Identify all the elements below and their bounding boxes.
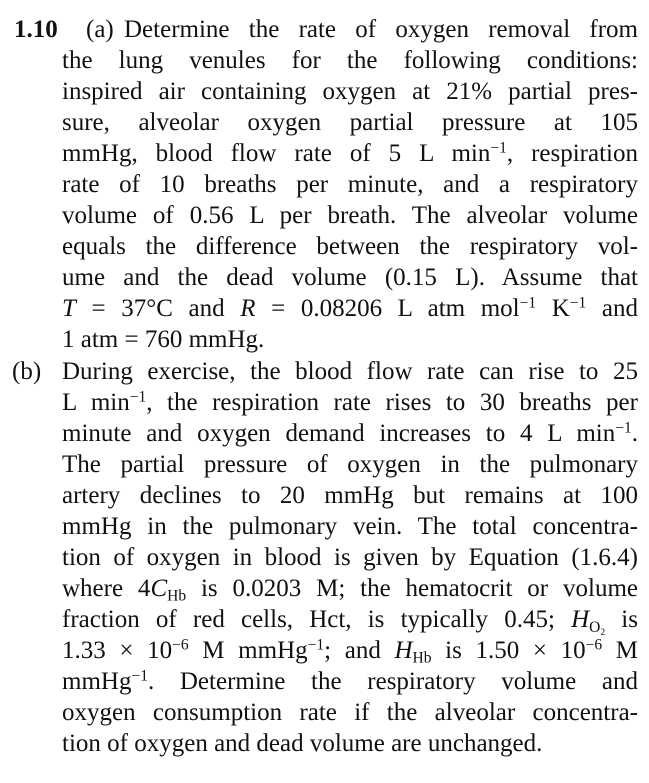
- text-line: tion of oxygen in blood is given by Equation (1.6.4): [62, 544, 638, 571]
- superscript: −1: [129, 388, 147, 406]
- text-line: [62, 293, 638, 324]
- subscript-text: O: [589, 618, 601, 636]
- text-line: artery declines to 20 mmHg but remains at 100: [62, 482, 638, 509]
- text-fragment: is 0.0203 M; the hematocrit or volume: [186, 575, 638, 602]
- text-fragment: M: [602, 637, 639, 664]
- part-b-label: (b): [12, 358, 42, 385]
- text-line: the lung venules for the following conditions:: [62, 47, 638, 74]
- text-fragment: and: [586, 295, 639, 322]
- text-fragment: mmHg: [62, 668, 132, 695]
- text-line: volume of 0.56 L per breath. The alveolar volume: [62, 202, 638, 229]
- text-fragment: fraction of red cells, Hct, is typically 0.45;: [62, 606, 572, 633]
- text-line: 1 atm = 760 mmHg.: [62, 326, 265, 353]
- variable: H: [571, 606, 590, 633]
- text-line: [62, 418, 638, 449]
- superscript: −1: [519, 294, 537, 312]
- superscript: −1: [490, 139, 507, 157]
- text-line: [62, 387, 638, 418]
- text-line: rate of 10 breaths per minute, and a respiratory: [62, 171, 638, 198]
- text-line: mmHg in the pulmonary vein. The total concentra-: [62, 513, 638, 540]
- text-fragment: minute and oxygen demand increases to 4 L min: [62, 420, 616, 447]
- text-line: sure, alveolar oxygen partial pressure at 105: [62, 109, 638, 136]
- text-fragment: = 0.08206 L atm mol: [255, 295, 520, 322]
- text-fragment: L min: [62, 389, 130, 416]
- text-line: ume and the dead volume (0.15 L). Assume that: [62, 264, 638, 291]
- variable: R: [240, 295, 256, 322]
- text-fragment: 1.33 × 10: [62, 637, 173, 664]
- text-line: inspired air containing oxygen at 21% partial pres-: [62, 78, 638, 105]
- text-fragment: is: [605, 606, 638, 633]
- text-line: [62, 635, 638, 666]
- text-fragment: where 4: [62, 575, 151, 602]
- text-line: tion of oxygen and dead volume are unchanged.: [62, 730, 543, 757]
- variable: T: [62, 295, 76, 322]
- text-line: During exercise, the blood flow rate can rise to 25: [62, 358, 638, 385]
- text-fragment: .: [631, 420, 638, 447]
- text-fragment: is 1.50 × 10: [431, 637, 586, 664]
- text-line: [62, 573, 638, 604]
- text-fragment: = 37°C and: [75, 295, 241, 322]
- subscript: Hb: [412, 649, 432, 667]
- variable: H: [394, 637, 413, 664]
- text-fragment: . Determine the respiratory volume and: [147, 668, 638, 695]
- superscript: −1: [569, 294, 587, 312]
- text-line: The partial pressure of oxygen in the pulmonary: [62, 451, 638, 478]
- subscript-index: 2: [600, 626, 606, 638]
- superscript: −1: [615, 419, 632, 437]
- superscript: −6: [172, 636, 189, 654]
- text-fragment: M mmHg: [188, 637, 308, 664]
- text-line: Determine the rate of oxygen removal from: [124, 16, 638, 43]
- superscript: −1: [131, 667, 148, 685]
- text-line: [62, 138, 638, 169]
- text-fragment: mmHg, blood flow rate of 5 L min: [62, 140, 491, 167]
- subscript: Hb: [167, 587, 187, 605]
- text-line: [62, 604, 638, 638]
- superscript: −6: [585, 636, 603, 654]
- variable: C: [150, 575, 168, 602]
- text-fragment: , respiration: [506, 140, 638, 167]
- subscript: [589, 619, 605, 636]
- text-line: [62, 666, 638, 697]
- part-a-label: (a): [86, 16, 114, 43]
- problem-number: 1.10: [14, 16, 58, 43]
- text-fragment: K: [536, 295, 570, 322]
- text-fragment: ; and: [324, 637, 395, 664]
- text-line: equals the difference between the respiratory vol-: [62, 233, 638, 260]
- text-fragment: , the respiration rate rises to 30 breaths per: [146, 389, 638, 416]
- text-line: oxygen consumption rate if the alveolar concentra-: [62, 699, 638, 726]
- superscript: −1: [307, 636, 325, 654]
